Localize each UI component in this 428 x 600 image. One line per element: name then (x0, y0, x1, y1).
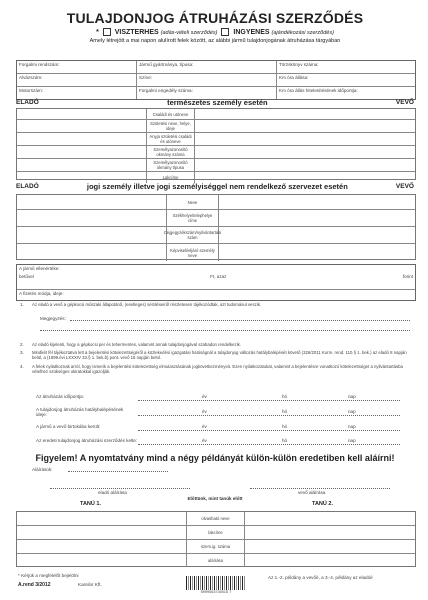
remark-line-1[interactable] (70, 320, 410, 321)
star-mark: * (96, 28, 99, 36)
seller-cell[interactable] (17, 159, 147, 171)
legal-entity-table (16, 194, 416, 260)
row-label: szem.ig. száma (187, 540, 245, 553)
seller-cell[interactable] (17, 120, 147, 132)
month-label: hó (282, 438, 288, 443)
buyer-signature-label: vevő aláírása (298, 490, 326, 495)
clause-number: 2. (20, 342, 24, 347)
day-label: nap (348, 394, 356, 399)
warning-text: Figyelem! A nyomtatvány mind a négy példányát külön-külön eredetiben kell aláírni! (35, 453, 395, 463)
copies-note: Az 1.-2. példány a vevőé, a 3.-4. példány az eladóé (268, 575, 373, 580)
year-label: év (202, 438, 207, 443)
intro-text: Amely létrejött a mai napon alulírott felek között, az alábbi jármű tulajdonjogának átruházása tárgyában (89, 38, 341, 44)
seller-label: ELADÓ (16, 183, 39, 190)
price-words-label: betűvel (19, 274, 34, 279)
witness-2-cell[interactable] (245, 526, 415, 539)
remark-line-2[interactable] (40, 330, 410, 331)
dates-block (16, 388, 414, 448)
row-label: Cégjegyzékszám/nyilvántartási szám (167, 227, 219, 243)
table-row (17, 146, 415, 159)
witness-1-cell[interactable] (17, 512, 187, 525)
seller-cell[interactable] (17, 133, 147, 145)
clause-number: 4. (20, 364, 24, 369)
seller-cell[interactable] (17, 109, 147, 119)
year-label: év (202, 409, 207, 414)
row-label: Székhelye/telephelye címe (167, 210, 219, 226)
legal-entity-header (16, 182, 414, 191)
natural-person-header (16, 98, 414, 107)
year-label: év (202, 394, 207, 399)
buyer-cell[interactable] (195, 120, 415, 132)
seller-cell[interactable] (17, 210, 167, 226)
document-title: TULAJDONJOG ÁTRUHÁZÁSI SZERZŐDÉS (66, 10, 364, 26)
table-row (17, 109, 415, 120)
month-label: hó (282, 394, 288, 399)
onerous-note: (adás-vételi szerződés) (160, 29, 218, 36)
chassis-field[interactable]: Alvázszám: (17, 74, 137, 86)
table-row (17, 526, 415, 540)
buyer-cell[interactable] (219, 210, 415, 226)
natural-person-table (16, 108, 416, 180)
date-line[interactable] (138, 444, 400, 445)
seller-cell[interactable] (17, 227, 167, 243)
witness-2-label: TANÚ 2. (312, 501, 333, 507)
license-field[interactable]: Forgalmi engedély száma: (137, 87, 277, 99)
witness-1-label: TANÚ 1. (80, 501, 101, 507)
day-label: nap (348, 409, 356, 414)
date-label: Az eredeti tulajdonjog átruházási szerződés kelte: (36, 438, 138, 443)
seller-cell[interactable] (17, 195, 167, 209)
remark-label: Megjegyzés: (40, 316, 66, 321)
table-row (17, 227, 415, 244)
buyer-label: VEVŐ (395, 99, 414, 106)
table-row (17, 512, 415, 526)
odometer-date-field[interactable]: Km óra állás hitelesítésének időpontja: (279, 88, 358, 93)
seller-signature-line[interactable] (50, 488, 190, 489)
clause-number: 1. (20, 302, 24, 307)
witness-2-cell[interactable] (245, 540, 415, 553)
date-line[interactable] (138, 415, 400, 416)
row-label: Neve (167, 195, 219, 209)
price-ft-label: Ft, azaz (210, 274, 227, 279)
barcode (186, 576, 246, 590)
month-label: hó (282, 424, 288, 429)
table-row (17, 244, 415, 261)
table-row (17, 554, 415, 567)
seller-label: ELADÓ (16, 99, 39, 106)
buyer-cell[interactable] (195, 109, 415, 119)
seller-cell[interactable] (17, 146, 147, 158)
place-line[interactable] (68, 471, 168, 472)
witness-2-cell[interactable] (245, 554, 415, 567)
vehicle-row (17, 74, 415, 87)
row-label: lakcíme (187, 526, 245, 539)
publisher: Kamilor Kft. (78, 582, 102, 587)
price-forint-label: forint (402, 274, 413, 279)
clause-2: Az eladó kijelenti, hogy a gépkocsi per és tehermentes, valamint annak tulajdonjogával szabadon rendelkezik. (32, 342, 242, 347)
contract-page (14, 8, 416, 594)
clause-number: 3. (20, 350, 24, 355)
row-label: Születési neve, helye, ideje (147, 120, 195, 132)
date-label: A jármű a vevő birtokába került: (36, 424, 101, 429)
color-field[interactable]: Színe: (137, 74, 277, 86)
buyer-cell[interactable] (195, 133, 415, 145)
odometer-field[interactable]: Km óra állása: (279, 75, 309, 80)
seller-signature-label: eladó aláírása (98, 490, 127, 495)
signatures-label: Aláírások: (32, 467, 53, 472)
date-line[interactable] (138, 400, 400, 401)
date-label: A tulajdonjog átruházás hatálybalépésének ideje: (36, 407, 124, 417)
clause-1: Az eladó a vevő a gépkocsi műszaki állapotáról, (esetleges) sérüléseiről részletesen tájékozódtak, azt tudomásul veszik. (32, 302, 262, 307)
engine-field[interactable]: Motorszám: (17, 87, 137, 99)
clause-3: Mindkét fél tájékoztatva lett a bejelentési kötelezettségéről a közlekedési igazgatási hatóságnál a tulajdonjog változás hatálybalépését követő (326/2011 Korm. rend. 110.§ 1. bek.) az eladó 8 napján belül, a (1999.évi LXXXIV 33.§ 1. bek.b) pont. vevő 15 napján belül. (32, 350, 407, 361)
section-title: jogi személy illetve jogi személyiséggel nem rendelkező szervezet esetén (86, 182, 348, 191)
vehicle-grid (16, 60, 416, 100)
gratuitous-checkbox[interactable] (221, 28, 229, 36)
row-label: Lakcíme (147, 172, 195, 183)
price-line (19, 271, 413, 279)
section-title: természetes személy esetén (167, 98, 268, 107)
contract-type-options (14, 28, 416, 36)
witness-heading: Előttünk, mint tanúk előtt (187, 496, 243, 501)
payment-field[interactable]: A fizetés módja, ideje: (19, 291, 64, 296)
table-row (17, 540, 415, 554)
table-row (17, 210, 415, 227)
price-label: A jármű ellenértéke: (19, 266, 60, 271)
onerous-label: VISZTERHES (114, 28, 159, 36)
witness-1-cell[interactable] (17, 540, 187, 553)
buyer-cell[interactable] (219, 195, 415, 209)
row-label: Képviseli/eljáró személy neve (167, 244, 219, 261)
price-row (17, 265, 415, 290)
row-label: Családi és utóneve (147, 109, 195, 119)
table-row (17, 159, 415, 172)
buyer-label: VEVŐ (395, 183, 414, 190)
buyer-signature-line[interactable] (250, 488, 390, 489)
onerous-checkbox[interactable] (103, 28, 111, 36)
buyer-cell[interactable] (195, 159, 415, 171)
table-row (17, 133, 415, 146)
make-field[interactable]: Jármű gyártmánya, típusa: (137, 61, 277, 73)
table-row (17, 120, 415, 133)
witness-2-cell[interactable] (245, 512, 415, 525)
plate-field[interactable]: Forgalmi rendszám: (17, 61, 137, 73)
day-label: nap (348, 424, 356, 429)
dates-inner (16, 388, 414, 448)
payment-row (17, 290, 415, 300)
buyer-cell[interactable] (195, 146, 415, 158)
gratuitous-note: (ajándékozási szerződés) (271, 29, 334, 36)
table-row (17, 195, 415, 210)
row-label: Személyazonosító okmány típusa (147, 159, 195, 171)
witness-1-cell[interactable] (17, 526, 187, 539)
form-code: A.rend 3/2012 (18, 582, 51, 588)
price-block (16, 264, 416, 301)
row-label: Anyja születési családi és utóneve (147, 133, 195, 145)
barcode-number: 5999063740015 7 (200, 590, 232, 594)
buyer-cell[interactable] (219, 227, 415, 243)
row-label: aláírása (187, 554, 245, 567)
clause-4: A felek nyilatkoznak arról, hogy ismerik a bejelentési kötelezettség elmulasztásának jogkövetkezményeit. Ezen nyilatkozatukat, valamint a bejelentésre vonatkozó kötelezettséget a nyilvántartásba vételhez szükséges okiratokkal igazolják. (32, 364, 403, 375)
registry-field[interactable]: Törzskönyv száma: (279, 62, 319, 67)
date-line[interactable] (138, 430, 400, 431)
date-label: Az átruházás időpontja: (36, 394, 85, 399)
day-label: nap (348, 438, 356, 443)
vehicle-row (17, 61, 415, 74)
gratuitous-label: INGYENES (233, 28, 270, 36)
row-label: Személyazonosító okmány száma (147, 146, 195, 158)
buyer-cell[interactable] (219, 244, 415, 261)
month-label: hó (282, 409, 288, 414)
witness-1-cell[interactable] (17, 554, 187, 567)
footnote: * Kérjük a megfelelőt bejelölni (18, 573, 79, 578)
witness-table (16, 511, 416, 567)
seller-cell[interactable] (17, 244, 167, 261)
year-label: év (202, 424, 207, 429)
row-label: olvasható neve (187, 512, 245, 525)
